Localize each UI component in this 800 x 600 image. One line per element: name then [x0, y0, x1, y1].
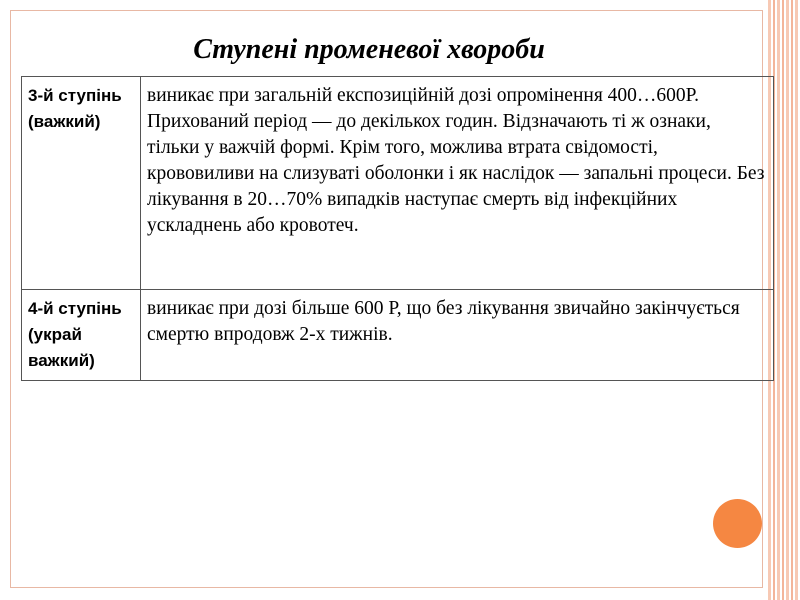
- slide-title: Ступені променевої хвороби: [193, 34, 545, 65]
- grade-cell: 3-й ступінь (важкий): [22, 77, 141, 290]
- description-cell: виникає при дозі більше 600 Р, що без лікування звичайно закінчується смертю впродовж 2-х тижнів.: [141, 290, 774, 381]
- radiation-sickness-table: [21, 76, 774, 381]
- table-row: [22, 77, 774, 290]
- decorative-circle: [713, 499, 762, 548]
- description-cell: виникає при загальній експозиційній дозі опромінення 400…600Р. Прихований період — до декількох годин. Відзначають ті ж ознаки, тільки у важчій формі. Крім того, можлива втрата свідомості, крововиливи на слизуваті оболонки і як наслідок — запальні процеси. Без лікування в 20…70% випадків наступає смерть від інфекційних ускладнень або кровотеч.: [141, 77, 774, 290]
- table-row: [22, 290, 774, 381]
- grade-cell: 4-й ступінь (украй важкий): [22, 290, 141, 381]
